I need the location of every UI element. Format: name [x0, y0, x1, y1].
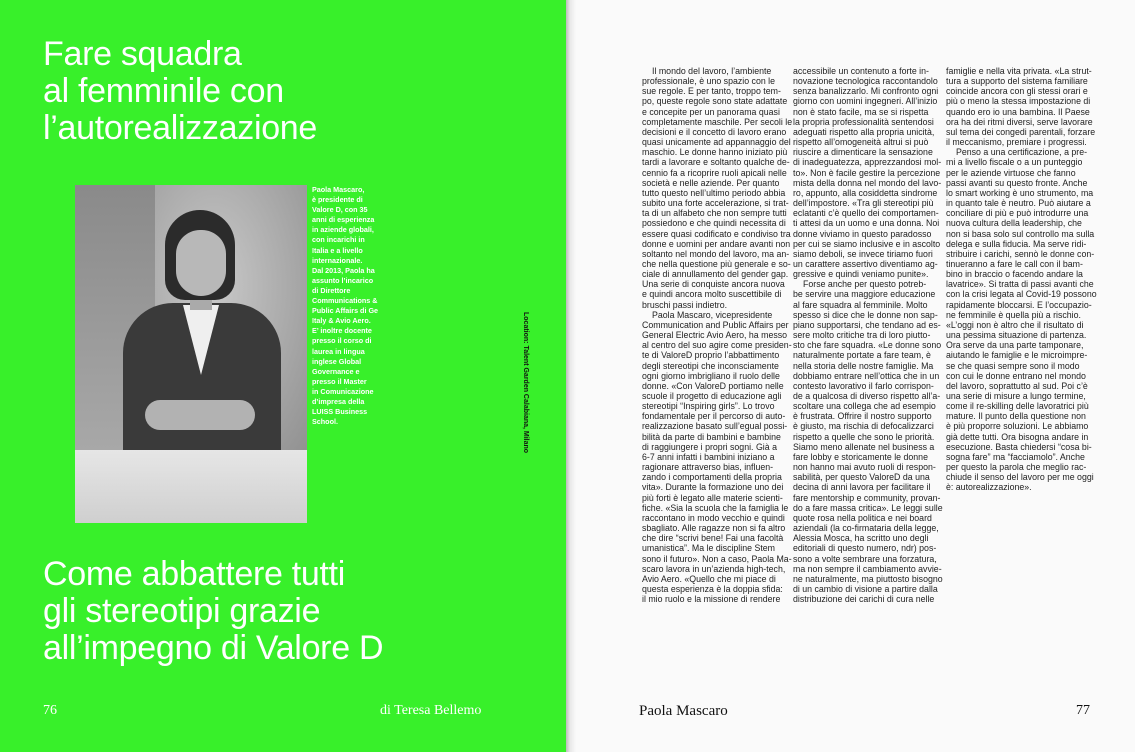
- body-text-line: lavatrice». Si tratta di passi avanti che: [946, 279, 1094, 290]
- photo-table: [75, 450, 307, 523]
- photo-hands: [145, 400, 255, 430]
- body-text-line: Avio Aero. «Quello che mi piace di: [642, 573, 776, 584]
- body-text-line: dell’impostore. «Tra gli stereotipi più: [793, 198, 934, 209]
- body-text-line: decina di anni lavora per facilitare il: [793, 482, 931, 493]
- body-text-line: sue regole. E per tanto, troppo tem-: [642, 86, 781, 97]
- body-text-line: il mio ruolo e la missione di rendere: [642, 594, 781, 605]
- body-text-line: scaro lavora in un’azienda high-tech,: [642, 563, 786, 574]
- body-text-line: senza banalizzarlo. Mi confronto ogni: [793, 86, 939, 97]
- running-footer-name: Paola Mascaro: [639, 703, 728, 719]
- body-text-line: è più proporre soluzioni. Le abbiamo: [946, 421, 1089, 432]
- body-text-line: e quindi ancora molto suscettibile di: [642, 289, 782, 300]
- body-text-line: decisioni e il concetto di lavoro erano: [642, 126, 787, 137]
- body-text-line: quasi unicamente ad appannaggio del: [642, 137, 791, 148]
- caption-line: School.: [312, 417, 338, 427]
- body-text-line: ma non sempre il cambiamento avvie-: [793, 563, 942, 574]
- body-text-line: Paola Mascaro, vicepresidente: [652, 309, 773, 320]
- headline-top: [43, 36, 317, 147]
- body-text-line: mi a livello fiscale o a un punteggio: [946, 157, 1083, 168]
- body-text-line: tardi a lavorare e soltanto qualche de-: [642, 157, 790, 168]
- body-text-line: conciliare di più e può introdurre una: [946, 208, 1089, 219]
- body-text-line: una pessima situazione di partenza.: [946, 330, 1087, 341]
- body-text-line: al fare squadra al femminile. Molto: [793, 299, 928, 310]
- caption-line: anni di esperienza: [312, 215, 375, 225]
- headline-bottom: [43, 556, 383, 667]
- caption-line: laurea in lingua: [312, 346, 365, 356]
- byline: di Teresa Bellemo: [380, 703, 482, 718]
- body-text-line: adeguati rispetto alla propria unicità,: [793, 126, 935, 137]
- body-text-line: piano supportarsi, che tendano ad es-: [793, 319, 941, 330]
- body-text-line: un carattere assertivo diventiamo ag-: [793, 258, 938, 269]
- body-text-line: sono a volte sembrare una forzatura,: [793, 553, 937, 564]
- body-text-line: non hanno mai avuto ruoli di respon-: [793, 462, 936, 473]
- body-text-line: 6-7 anni infatti i bambini iniziano a: [642, 451, 775, 462]
- caption-line: Italia e a livello: [312, 245, 363, 255]
- body-text-line: professionale, è uno spazio con le: [642, 76, 776, 87]
- body-text-line: chiude il senso del lavoro per me oggi: [946, 472, 1094, 483]
- body-text-line: do a fare massa critica». Le leggi sulle: [793, 502, 943, 513]
- body-text-line: soltanto nel mondo del lavoro, ma an-: [642, 248, 790, 259]
- body-text-line: contesto lavorativo il farlo corrispon-: [793, 380, 934, 391]
- body-text-line: fare mentorship e community, provan-: [793, 492, 941, 503]
- right-page: [576, 0, 1135, 752]
- caption-line: Paola Mascaro,: [312, 185, 365, 194]
- caption-line: è presidente di: [312, 195, 363, 205]
- body-text-line: già dette tutti. Ora bisogna andare in: [946, 431, 1089, 442]
- page-number-right: 77: [1076, 703, 1090, 718]
- body-text-line: passi avanti su questo fronte. Anche: [946, 177, 1088, 188]
- body-text-line: possiedono e che quindi necessita di: [642, 218, 786, 229]
- portrait-photo: [75, 185, 307, 523]
- headline-bottom-line: all’impegno di Valore D: [43, 629, 384, 667]
- text-column-1: [642, 66, 802, 604]
- caption-line: LUISS Business: [312, 407, 368, 417]
- body-text-line: nella storia delle nostre famiglie. Ma: [793, 360, 934, 371]
- body-text-line: completamente maschile. Per secoli le: [642, 116, 793, 127]
- body-text-line: per le aziende virtuose che fanno: [946, 167, 1076, 178]
- body-text-line: riuscire a dimenticare la sensazione: [793, 147, 933, 158]
- body-text-line: stereotipi “Inspiring girls”. Lo trovo: [642, 401, 775, 412]
- body-text-line: fare lobby e storicamente le donne: [793, 451, 928, 462]
- body-text-line: distribuzione dei carichi di cura nelle: [793, 594, 935, 605]
- body-text-line: siamo deboli, se invece tiriamo fuori: [793, 248, 933, 259]
- body-text-line: di un cambio di visione a partire dalla: [793, 583, 938, 594]
- caption-line: d’impresa della: [312, 396, 365, 406]
- body-text-line: tura a supporto del sistema familiare: [946, 76, 1088, 87]
- headline-top-line: al femminile con: [43, 72, 284, 110]
- body-text-line: ti attesi da un uomo e una donna. Noi: [793, 218, 940, 229]
- body-text-line: be servire una maggiore educazione: [793, 289, 936, 300]
- page-gutter: [566, 0, 576, 752]
- caption-line: Italy & Avio Aero.: [312, 316, 371, 326]
- body-text-line: donne e uomini per andare avanti non: [642, 238, 791, 249]
- body-text-line: umanistica”. Ma le discipline Stem: [642, 543, 775, 554]
- body-text-line: del lavoro, soprattutto al sud. Poi c’è: [946, 380, 1088, 391]
- body-text-line: Forse anche per questo potreb-: [803, 279, 927, 290]
- body-text-line: famiglie e nella vita privata. «La strut-: [946, 66, 1092, 76]
- body-text-line: se che quasi sempre sono il modo: [946, 360, 1080, 371]
- body-text-line: raccontano in modo vecchio e quindi: [642, 512, 785, 523]
- body-text-line: è: autorealizzazione».: [946, 482, 1032, 493]
- body-text-line: società e nelle aziende. Per quanto: [642, 177, 780, 188]
- body-text-line: maschio. Le donne hanno iniziato più: [642, 147, 788, 158]
- body-text-line: dobbiamo entrare nell’ottica che in un: [793, 370, 940, 381]
- body-text-line: ne femminile è quella più a rischio.: [946, 309, 1081, 320]
- body-text-line: e concepite per un panorama quasi: [642, 106, 780, 117]
- body-text-line: ora ha dei ritmi diversi, serve lavorare: [946, 116, 1093, 127]
- body-text-line: ogni giorno imbrigliano il ruolo delle: [642, 370, 780, 381]
- body-text-line: realizzazione basato sull’egual possi-: [642, 421, 788, 432]
- photo-face: [176, 230, 226, 296]
- body-text-line: giorno con uomini ingegneri. All’inizio: [793, 96, 938, 107]
- body-text-line: ta di un alfabeto che non sempre tutti: [642, 208, 787, 219]
- body-text-line: fondamentale per il percorso di auto-: [642, 411, 786, 422]
- body-text-line: scuole il progetto di educazione agli: [642, 391, 782, 401]
- body-text-line: po, queste regole sono state adattate: [642, 96, 788, 107]
- body-text-line: Ora serve da una parte tamponare,: [946, 340, 1084, 351]
- body-text-line: bino in braccio o facendo andare la: [946, 269, 1083, 280]
- body-text-line: donne viviamo in questo paradosso: [793, 228, 932, 239]
- body-text-line: zando i comportamenti della propria: [642, 472, 782, 483]
- body-text-line: General Electric Avio Aero, ha messo: [642, 330, 788, 341]
- body-text-line: che dire “scrivi bene! Fai una facoltà: [642, 533, 784, 544]
- body-text-line: ro, appunto, alla cosiddetta sindrome: [793, 187, 938, 198]
- body-text-line: te di ValoreD proprio l’abbattimento: [642, 350, 780, 361]
- body-text-line: Penso a una certificazione, a pre-: [956, 147, 1088, 158]
- body-text-line: non si basa solo sul controllo ma sulla: [946, 228, 1095, 239]
- left-page: [0, 0, 566, 752]
- body-text-line: questa esperienza è la doppia sfida:: [642, 583, 783, 594]
- body-text-line: non è stato facile, ma se si rispetta: [793, 106, 929, 117]
- caption-line: assunto l’incarico: [312, 275, 374, 285]
- body-text-line: novazione tecnologica raccontandolo: [793, 76, 938, 87]
- body-text-line: accessibile un contenuto a forte in-: [793, 66, 929, 76]
- body-text-line: è giusto, ma rischia di defocalizzarci: [793, 421, 934, 432]
- body-text-line: tutto questo nell’ultimo periodo abbia: [642, 187, 786, 198]
- body-text-line: sto che fare squadra. «Le donne sono: [793, 340, 942, 351]
- caption-line: internazionale.: [312, 255, 363, 265]
- body-text-line: bilità da parte di bambini e bambine: [642, 431, 781, 442]
- body-text-line: subito una forte accelerazione, si trat-: [642, 198, 789, 209]
- body-text-line: quote rosa nella politica e nei board: [793, 512, 932, 523]
- body-text-line: per questo la parola che meglio rac-: [946, 462, 1087, 473]
- body-text-line: tinueranno a fare le call con il bam-: [946, 258, 1083, 269]
- page-number-left: 76: [43, 703, 57, 718]
- body-text-line: al centro del suo agire come presiden-: [642, 340, 792, 351]
- body-text-line: mature. Il punto della questione non: [946, 411, 1086, 422]
- body-text-line: rispetto a quelle che sono le priorità.: [793, 431, 935, 442]
- body-text-line: de a qualcosa di diverso rispetto all’a-: [793, 391, 941, 401]
- body-text-line: ciale di annullamento del gender gap.: [642, 269, 789, 280]
- body-text-line: naturalmente portate a fare team, è: [793, 350, 931, 361]
- body-text-line: Siamo meno allenate nel business a: [793, 441, 935, 452]
- body-text-line: in quanto tale è neutro. Può aiutare a: [946, 198, 1091, 209]
- body-text-line: di raggiungere i propri sogni. Già a: [642, 441, 777, 452]
- caption-line: in aziende globali,: [312, 225, 374, 235]
- body-text-line: gressive e quindi veniamo punite».: [793, 269, 929, 280]
- body-text-line: ragionare attraverso bias, influen-: [642, 462, 774, 473]
- caption-line: Valore D, con 35: [312, 205, 368, 215]
- body-text-line: to». Non è facile gestire la percezione: [793, 167, 941, 178]
- headline-bottom-line: Come abbattere tutti: [43, 555, 346, 593]
- body-text-line: Una serie di conquiste ancora nuova: [642, 279, 785, 290]
- body-text-line: con la crisi legata al Covid-19 possono: [946, 289, 1097, 300]
- body-text-line: donne. «Con ValoreD portiamo nelle: [642, 380, 784, 391]
- body-text-line: aziendali (la co-firmataria della legge,: [793, 523, 939, 534]
- body-text-line: editoriali di questo numero, ndr) pos-: [793, 543, 937, 554]
- body-text-line: Communication and Public Affairs per: [642, 319, 789, 330]
- body-text-line: come il re-skilling delle lavoratrici più: [946, 401, 1089, 412]
- body-text-line: aiutando le famiglie e le microimpre-: [946, 350, 1088, 361]
- body-text-line: che nella questione più generale e so-: [642, 258, 791, 269]
- body-text-line: la propria professionalità sentendosi: [793, 116, 934, 127]
- body-text-line: sere molto critiche tra di loro piutto-: [793, 330, 931, 341]
- body-text-line: stribuire i carichi, sennò le donne con-: [946, 248, 1095, 259]
- caption-line: Governance e: [312, 366, 360, 376]
- body-text-line: esecuzione. Basta chiedersi “cosa bi-: [946, 441, 1092, 452]
- headline-bottom-line: gli stereotipi grazie: [43, 592, 321, 630]
- body-text-line: di inadeguatezza, apprezzandosi mol-: [793, 157, 942, 168]
- caption-line: presso il Master: [312, 376, 367, 386]
- body-text-line: bruschi passi indietro.: [642, 299, 728, 310]
- body-text-line: nuova cultura della leadership, che: [946, 218, 1082, 229]
- body-text-line: Alessia Mosca, ha scritto uno degli: [793, 533, 929, 544]
- body-text-line: ne naturalmente, ma piuttosto bisogno: [793, 573, 943, 584]
- body-text-line: è frustrata. Offrire il nostro supporto: [793, 411, 932, 422]
- body-text-line: più o meno la stessa impostazione di: [946, 96, 1091, 107]
- body-text-line: quando ero io una bambina. Il Paese: [946, 106, 1090, 117]
- headline-top-line: Fare squadra: [43, 35, 242, 73]
- body-text-line: fiche. «Sia la scuola che la famiglia le: [642, 502, 789, 513]
- caption-line: inglese Global: [312, 356, 362, 366]
- body-text-line: essere quasi codificato e condiviso tra: [642, 228, 791, 239]
- caption-line: con incarichi in: [312, 235, 365, 245]
- text-column-2: [793, 66, 953, 604]
- caption-line: Dal 2013, Paola ha: [312, 265, 375, 275]
- caption-line: E’ inoltre docente: [312, 326, 372, 336]
- body-text-line: spesso si dice che le donne non sap-: [793, 309, 938, 320]
- body-text-line: sabilità, per questo ValoreD da una: [793, 472, 930, 483]
- headline-top-line: l’autorealizzazione: [43, 109, 318, 147]
- body-text-line: con cui le donne entrano nel mondo: [946, 370, 1086, 381]
- body-text-line: vita». Durante la formazione uno dei: [642, 482, 784, 493]
- body-text-line: coincide ancora con gli stessi orari e: [946, 86, 1088, 97]
- body-text-line: eclatanti c’è quello dei comportamen-: [793, 208, 939, 219]
- photo-location-credit: Location: Talent Garden Calabiana, Milano: [522, 312, 529, 454]
- body-text-line: lo smart working è uno strumento, ma: [946, 187, 1094, 198]
- body-text-line: mista della donna nel mondo del lavo-: [793, 177, 942, 188]
- caption-line: in Comunicazione: [312, 386, 374, 396]
- body-text-line: il meccanismo, premiare i progressi.: [946, 137, 1087, 148]
- body-text-line: sogna fare” ma “facciamolo”. Anche: [946, 451, 1085, 462]
- body-text-line: Il mondo del lavoro, l’ambiente: [652, 66, 772, 76]
- body-text-line: per cui se siamo inclusive e in ascolto: [793, 238, 941, 249]
- body-text-line: delega e sulla fiducia. Ma serve ridi-: [946, 238, 1087, 249]
- body-text-line: una serie di misure a lungo termine,: [946, 391, 1086, 401]
- caption-line: di Direttore: [312, 285, 351, 295]
- body-text-line: sono il futuro». Non a caso, Paola Ma-: [642, 553, 792, 564]
- body-text-line: «L’oggi non è altro che il risultato di: [946, 319, 1084, 330]
- body-text-line: cennio fa a ricoprire ruoli apicali nelle: [642, 167, 787, 178]
- photo-caption: [312, 185, 416, 427]
- body-text-line: rapidamente bloccarsi. E l’occupazio-: [946, 299, 1092, 310]
- caption-line: Communications &: [312, 296, 378, 306]
- body-text-line: scoltare una collega che ad esempio: [793, 401, 936, 412]
- body-text-line: rispetto all’omogeneità altrui si può: [793, 137, 929, 148]
- body-text-line: più forti è legato alle materie scienti-: [642, 492, 783, 503]
- caption-line: presso il corso di: [312, 336, 372, 346]
- body-text-line: degli stereotipi che inconsciamente: [642, 360, 779, 371]
- caption-line: Public Affairs di Ge: [312, 306, 379, 316]
- body-text-line: sbagliato. Alle ragazze non si fa altro: [642, 523, 786, 534]
- body-text-line: sul tema dei congedi parentali, forzare: [946, 126, 1096, 137]
- text-column-3: [946, 66, 1106, 493]
